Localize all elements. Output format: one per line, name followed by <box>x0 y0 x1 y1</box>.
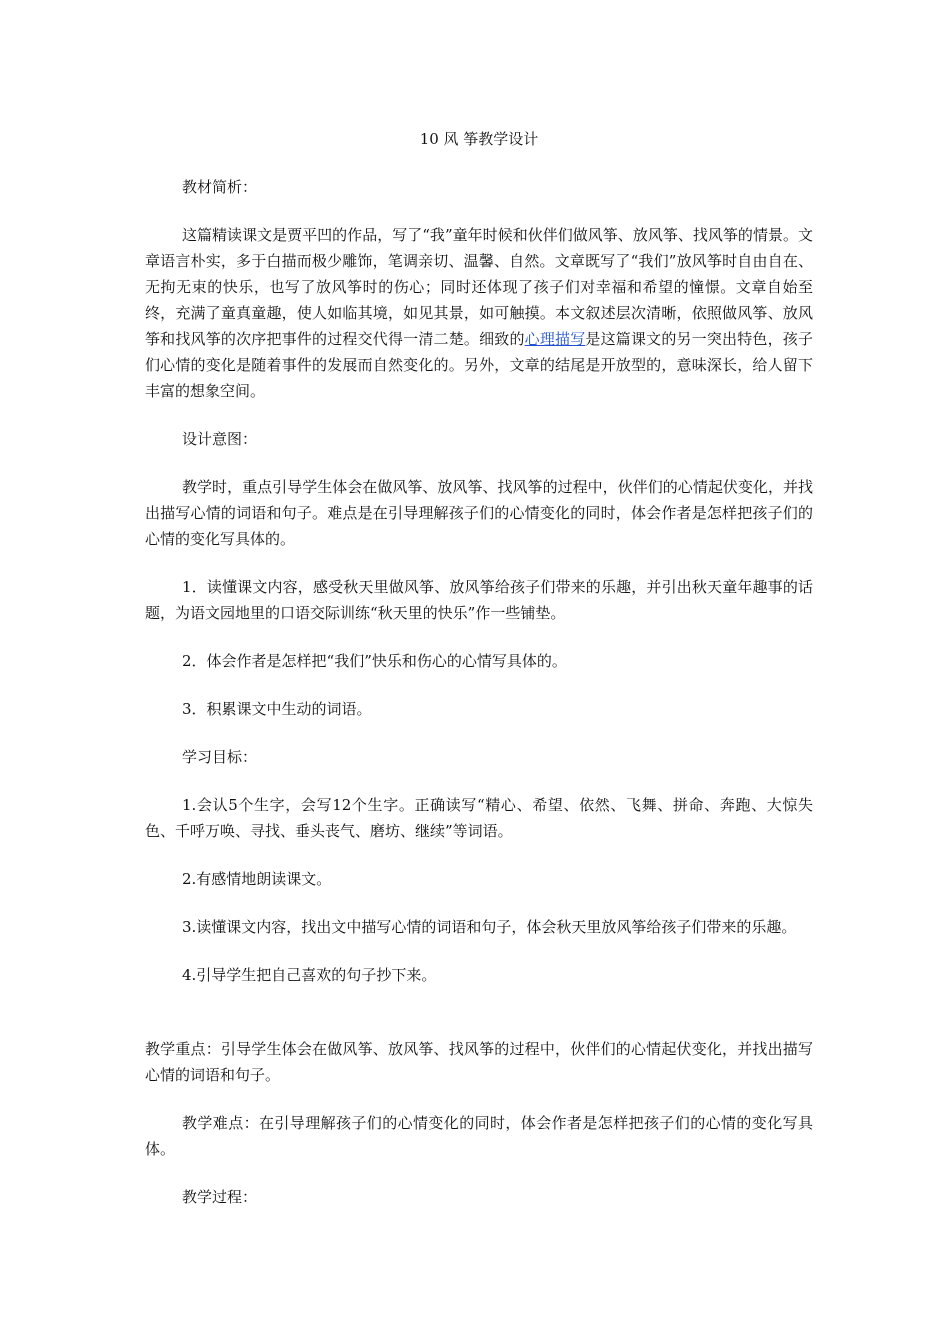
design-item-2: 2．体会作者是怎样把“我们”快乐和伤心的心情写具体的。 <box>182 652 567 670</box>
document-title: 10 风 筝教学设计 <box>419 130 539 148</box>
document-page <box>145 126 813 1232</box>
goal-item-2: 2.有感情地朗读课文。 <box>182 870 332 888</box>
process-heading: 教学过程： <box>182 1188 258 1206</box>
design-paragraph: 教学时，重点引导学生体会在做风筝、放风筝、找风筝的过程中，伙伴们的心情起伏变化，并找出描写心情的词语和句子。难点是在引导理解孩子们的心情变化的同时，体会作者是怎样把孩子们的心情的变化写具体的。 <box>145 478 813 548</box>
analysis-paragraph <box>145 222 813 404</box>
goal-item-3: 3.读懂课文内容，找出文中描写心情的词语和句子，体会秋天里放风筝给孩子们带来的乐趣。 <box>182 918 797 936</box>
key-point-paragraph: 教学重点：引导学生体会在做风筝、放风筝、找风筝的过程中，伙伴们的心情起伏变化，并找出描写心情的词语和句子。 <box>145 1040 813 1084</box>
design-item-1: 1．读懂课文内容，感受秋天里做风筝、放风筝给孩子们带来的乐趣，并引出秋天童年趣事的话题，为语文园地里的口语交际训练“秋天里的快乐”作一些铺垫。 <box>145 578 813 622</box>
design-heading: 设计意图： <box>182 430 258 448</box>
goal-item-1: 1.会认5个生字，会写12个生字。正确读写“精心、希望、依然、飞舞、拼命、奔跑、大惊失色、千呼万唤、寻找、垂头丧气、磨坊、继续”等词语。 <box>145 796 813 840</box>
analysis-heading: 教材简析： <box>182 178 258 196</box>
design-item-3: 3．积累课文中生动的词语。 <box>182 700 372 718</box>
goal-item-4: 4.引导学生把自己喜欢的句子抄下来。 <box>182 966 437 984</box>
psychology-description-link[interactable]: 心理描写 <box>524 330 586 348</box>
analysis-text-part1: 这篇精读课文是贾平凹的作品，写了“我”童年时候和伙伴们做风筝、放风筝、找风筝的情景。文章语言朴实，多于白描而极少雕饰，笔调亲切、温馨、自然。文章既写了“我们”放风筝时自由自在、无拘无束的快乐，也写了放风筝时的伤心；同时还体现了孩子们对幸福和希望的憧憬。文章自始至终，充满了童真童趣，使人如临其境，如见其景，如可触摸。本文叙述层次清晰，依照做风筝、放风筝和找风筝的次序把事件的过程交代得一清二楚。细致的 <box>145 226 813 348</box>
difficulty-paragraph: 教学难点：在引导理解孩子们的心情变化的同时，体会作者是怎样把孩子们的心情的变化写具体。 <box>145 1114 813 1158</box>
goals-heading: 学习目标： <box>182 748 258 766</box>
analysis-text-part2: 是这篇课文的另一突出特色，孩子们心情的变化是随着事件的发展而自然变化的。另外，文章的结尾是开放型的，意味深长，给人留下丰富的想象空间。 <box>145 330 813 400</box>
